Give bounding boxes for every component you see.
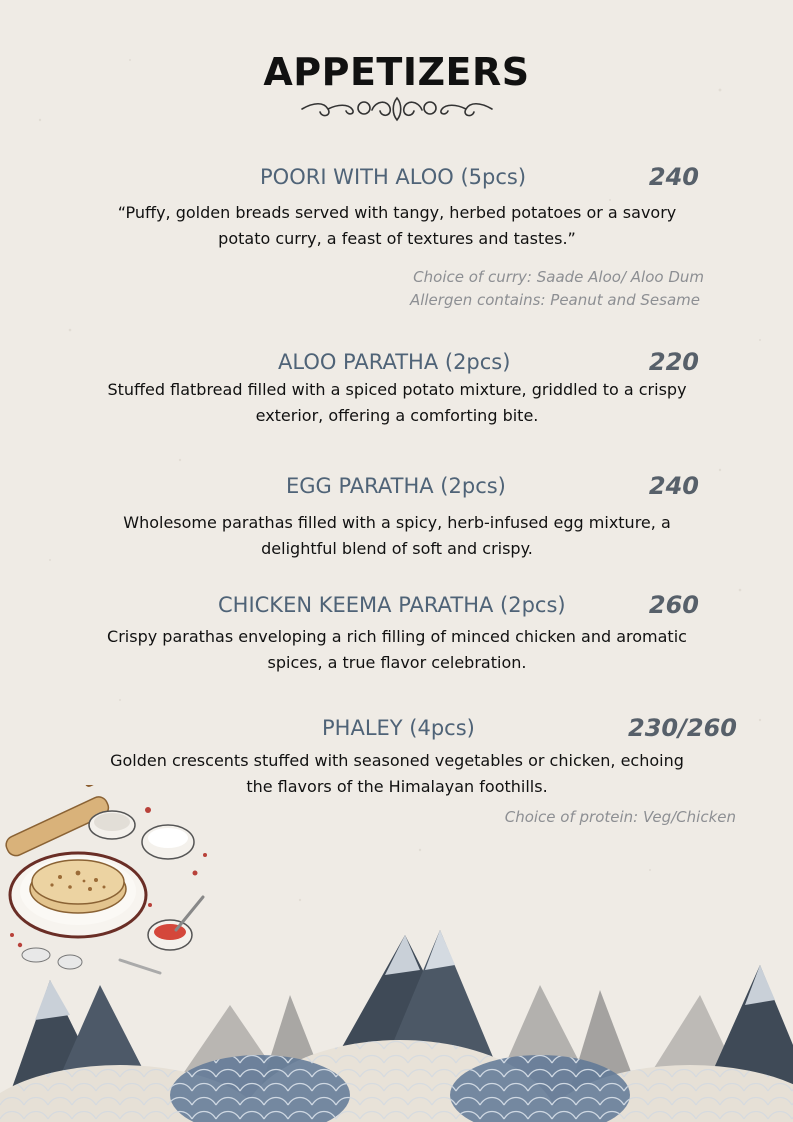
item-description: Crispy parathas enveloping a rich filling of minced chicken and aromatic spices, a true flavor celebration.	[107, 627, 687, 672]
item-name: POORI WITH ALOO (5pcs)	[260, 165, 527, 189]
item-description: “Puffy, golden breads served with tangy, herbed potatoes or a savory potato curry, a feast of textures and tastes.”	[117, 203, 677, 248]
item-note: Allergen contains: Peanut and Sesame	[409, 291, 700, 309]
item-note: Choice of curry: Saade Aloo/ Aloo Dum	[413, 268, 704, 286]
item-name: PHALEY (4pcs)	[322, 716, 475, 740]
item-price: 240	[648, 163, 699, 191]
item-name: ALOO PARATHA (2pcs)	[278, 350, 511, 374]
item-name: EGG PARATHA (2pcs)	[286, 474, 506, 498]
page-title: APPETIZERS	[263, 50, 530, 94]
item-description: Wholesome parathas filled with a spicy, herb-infused egg mixture, a delightful blend of soft and crispy.	[123, 513, 671, 558]
item-price: 240	[648, 472, 699, 500]
item-price: 260	[648, 591, 699, 619]
ornamental-flourish-icon	[300, 94, 494, 124]
mountain-range-icon	[0, 925, 793, 1122]
item-name: CHICKEN KEEMA PARATHA (2pcs)	[218, 593, 566, 617]
item-price: 220	[648, 348, 699, 376]
item-price: 230/260	[628, 714, 737, 742]
item-description: Golden crescents stuffed with seasoned vegetables or chicken, echoing the flavors of the Himalayan foothills.	[110, 751, 684, 796]
item-note: Choice of protein: Veg/Chicken	[504, 808, 736, 826]
item-description: Stuffed flatbread filled with a spiced potato mixture, griddled to a crispy exterior, offering a comforting bite.	[107, 380, 687, 425]
